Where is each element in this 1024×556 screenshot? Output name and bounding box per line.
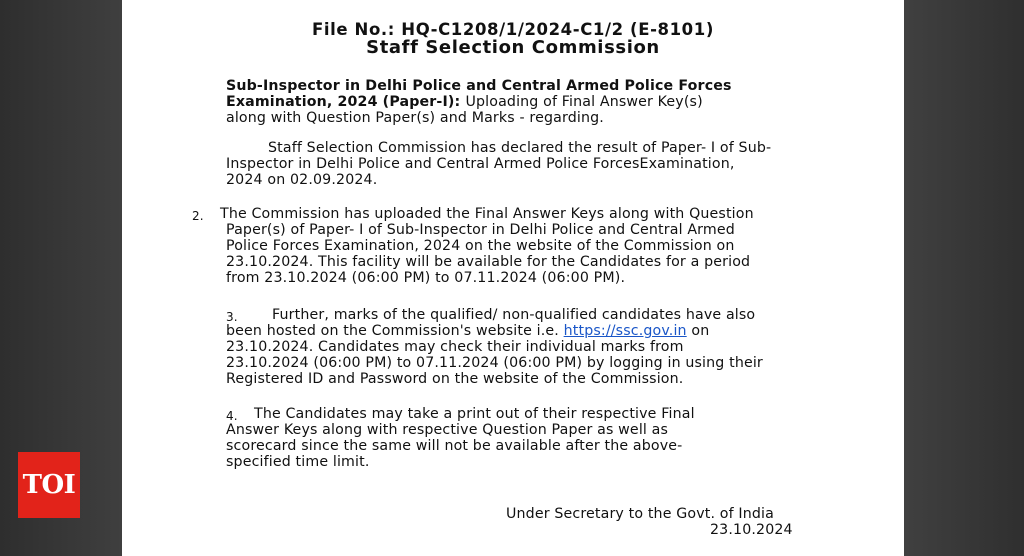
signature-date: 23.10.2024 <box>710 522 793 538</box>
para2-line-5: from 23.10.2024 (06:00 PM) to 07.11.2024 (06:00 PM). <box>226 270 626 286</box>
subject-line-3: along with Question Paper(s) and Marks - regarding. <box>226 110 604 126</box>
document-page <box>122 0 904 556</box>
subject-line-1: Sub-Inspector in Delhi Police and Central Armed Police Forces <box>226 78 732 94</box>
para3-number: 3. <box>226 310 238 324</box>
organization-title: Staff Selection Commission <box>366 37 660 58</box>
para4-line-4: specified time limit. <box>226 454 370 470</box>
para2-line-4: 23.10.2024. This facility will be available for the Candidates for a period <box>226 254 751 270</box>
subject-line-2 <box>226 94 703 110</box>
para3-line-5: Registered ID and Password on the website of the Commission. <box>226 371 684 387</box>
para4-line-3: scorecard since the same will not be available after the above- <box>226 438 683 454</box>
para3-line-2-start: been hosted on the Commission's website i.e. <box>226 323 559 339</box>
notice-content <box>122 0 904 556</box>
toi-logo <box>18 452 80 518</box>
para3-line-1: Further, marks of the qualified/ non-qualified candidates have also <box>272 307 756 323</box>
para3-line-3: 23.10.2024. Candidates may check their individual marks from <box>226 339 684 355</box>
para2-line-3: Police Forces Examination, 2024 on the website of the Commission on <box>226 238 735 254</box>
para3-line-4: 23.10.2024 (06:00 PM) to 07.11.2024 (06:00 PM) by logging in using their <box>226 355 763 371</box>
subject-bold-part: Examination, 2024 (Paper-I): <box>226 94 466 110</box>
para3-line-2-end: on <box>691 323 710 339</box>
para4-number: 4. <box>226 409 238 423</box>
para1-line-3: 2024 on 02.09.2024. <box>226 172 378 188</box>
para4-line-2: Answer Keys along with respective Question Paper as well as <box>226 422 669 438</box>
toi-logo-text: TOI <box>22 470 76 500</box>
para1-line-1: Staff Selection Commission has declared the result of Paper- I of Sub- <box>268 140 772 156</box>
para2-number: 2. <box>192 209 204 223</box>
para2-line-2: Paper(s) of Paper- I of Sub-Inspector in Delhi Police and Central Armed <box>226 222 735 238</box>
para3-line-2 <box>226 323 709 339</box>
signatory-designation: Under Secretary to the Govt. of India <box>506 506 774 522</box>
para4-line-1: The Candidates may take a print out of their respective Final <box>254 406 695 422</box>
para1-line-2: Inspector in Delhi Police and Central Armed Police ForcesExamination, <box>226 156 735 172</box>
subject-rest: Uploading of Final Answer Key(s) <box>465 94 703 110</box>
right-background <box>904 0 1024 556</box>
file-number: File No.: HQ-C1208/1/2024-C1/2 (E-8101) <box>312 20 714 39</box>
ssc-website-link[interactable]: https://ssc.gov.in <box>563 323 687 339</box>
para2-line-1: The Commission has uploaded the Final Answer Keys along with Question <box>220 206 754 222</box>
